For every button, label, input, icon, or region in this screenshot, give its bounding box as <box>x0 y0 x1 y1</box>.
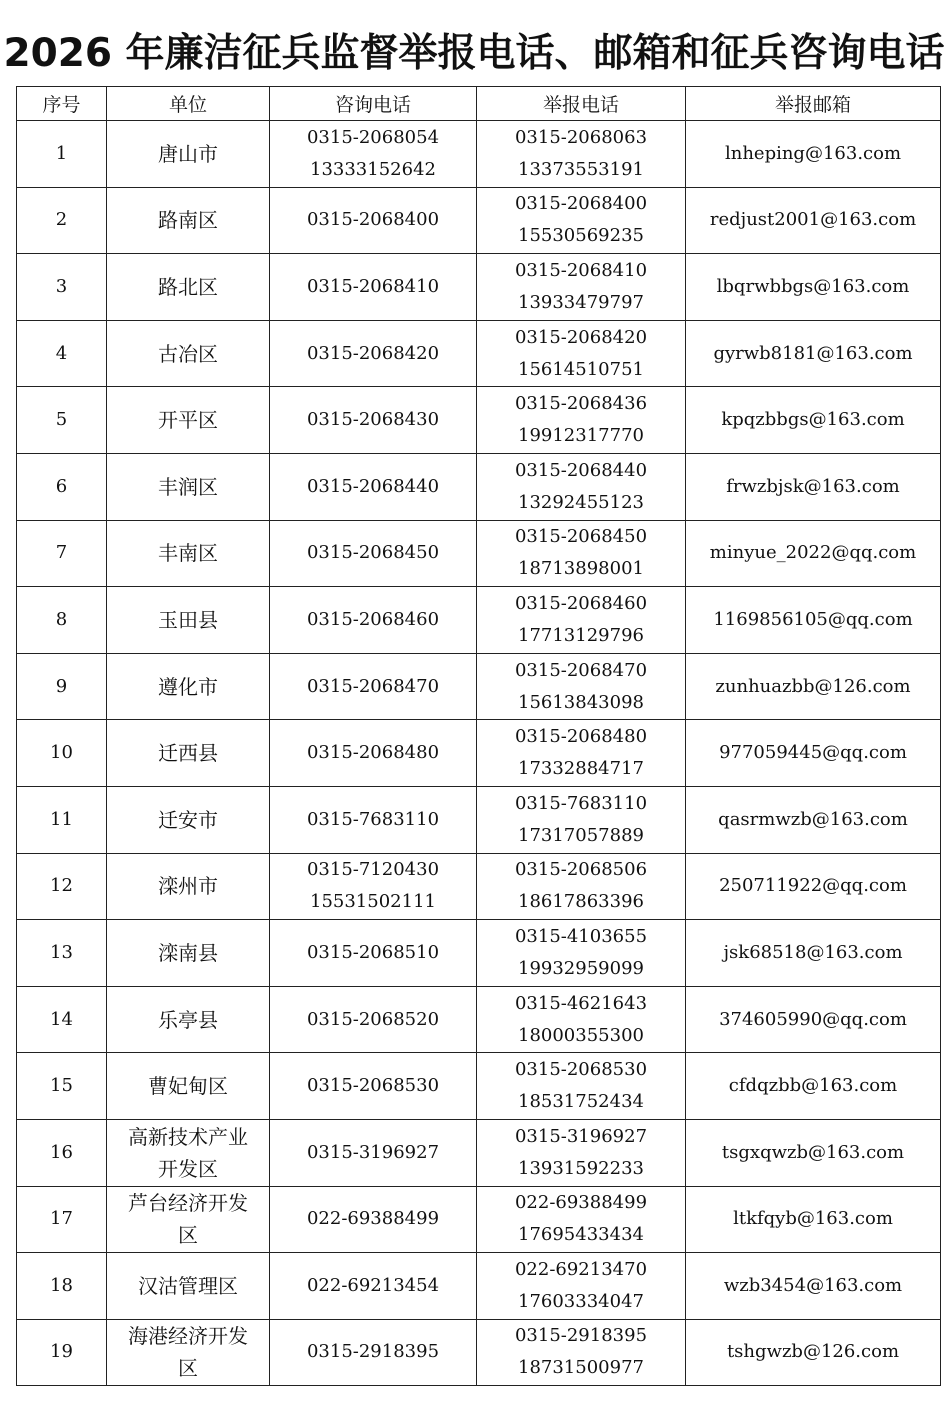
consult-phone-number: 0315-2068470 <box>306 675 440 697</box>
row-consult-phone <box>270 920 477 987</box>
row-index: 8 <box>17 587 107 654</box>
row-consult-phone <box>270 453 477 520</box>
row-report-phone <box>477 720 686 787</box>
row-index: 7 <box>17 520 107 587</box>
row-consult-phone <box>270 254 477 321</box>
report-phone-number: 13373553191 <box>518 158 644 180</box>
unit-name-line: 芦台经济开发 <box>128 1191 248 1216</box>
row-unit <box>107 1253 270 1320</box>
row-consult-phone <box>270 387 477 454</box>
row-index: 6 <box>17 453 107 520</box>
row-index: 11 <box>17 786 107 853</box>
unit-name-line: 玉田县 <box>158 607 218 632</box>
row-index: 10 <box>17 720 107 787</box>
consult-phone-number: 0315-2068460 <box>306 608 440 630</box>
unit-name-line: 区 <box>178 1356 198 1381</box>
row-unit <box>107 720 270 787</box>
row-report-email: minyue_2022@qq.com <box>686 520 941 587</box>
unit-name-line: 遵化市 <box>158 674 218 699</box>
row-report-phone <box>477 1186 686 1253</box>
consult-phone-number: 13333152642 <box>310 158 436 180</box>
table-row <box>17 653 941 720</box>
unit-name-line: 路南区 <box>158 208 218 233</box>
row-unit <box>107 853 270 920</box>
row-consult-phone <box>270 187 477 254</box>
unit-name-line: 区 <box>178 1223 198 1248</box>
header-index: 序号 <box>17 87 107 121</box>
row-index: 1 <box>17 121 107 188</box>
unit-name-line: 丰润区 <box>158 474 218 499</box>
row-index: 5 <box>17 387 107 454</box>
row-consult-phone <box>270 1319 477 1386</box>
table-body <box>17 121 941 1386</box>
row-report-email: ltkfqyb@163.com <box>686 1186 941 1253</box>
row-unit <box>107 121 270 188</box>
row-report-email: wzb3454@163.com <box>686 1253 941 1320</box>
row-report-email: lbqrwbbgs@163.com <box>686 254 941 321</box>
report-phone-number: 0315-2068506 <box>514 859 648 881</box>
row-consult-phone <box>270 587 477 654</box>
consult-phone-number: 0315-2068450 <box>306 542 440 564</box>
row-report-phone <box>477 320 686 387</box>
row-unit <box>107 254 270 321</box>
row-index: 16 <box>17 1119 107 1186</box>
table-row <box>17 1119 941 1186</box>
unit-name-line: 滦州市 <box>158 874 218 899</box>
row-index: 4 <box>17 320 107 387</box>
row-consult-phone <box>270 1053 477 1120</box>
consult-phone-number: 022-69213454 <box>306 1274 440 1296</box>
header-report-phone: 举报电话 <box>477 87 686 121</box>
report-phone-number: 15614510751 <box>518 358 644 380</box>
report-phone-number: 0315-2068063 <box>514 126 648 148</box>
row-index: 13 <box>17 920 107 987</box>
report-phone-number: 17332884717 <box>518 758 644 780</box>
table-row <box>17 920 941 987</box>
report-phone-number: 0315-2068530 <box>514 1059 648 1081</box>
consult-phone-number: 022-69388499 <box>306 1208 440 1230</box>
table-row <box>17 254 941 321</box>
consult-phone-number: 0315-7683110 <box>306 808 440 830</box>
row-consult-phone <box>270 1186 477 1253</box>
row-report-email: 374605990@qq.com <box>686 986 941 1053</box>
row-report-email: qasrmwzb@163.com <box>686 786 941 853</box>
unit-name-line: 迁西县 <box>158 741 218 766</box>
report-phone-number: 0315-2068480 <box>514 726 648 748</box>
row-consult-phone <box>270 1119 477 1186</box>
unit-name-line: 曹妃甸区 <box>148 1074 228 1099</box>
report-phone-number: 0315-2068420 <box>514 326 648 348</box>
row-report-email: tshgwzb@126.com <box>686 1319 941 1386</box>
row-unit <box>107 187 270 254</box>
row-report-email: 977059445@qq.com <box>686 720 941 787</box>
consult-phone-number: 0315-2068480 <box>306 742 440 764</box>
row-unit <box>107 520 270 587</box>
row-report-phone <box>477 1119 686 1186</box>
report-phone-number: 0315-2068410 <box>514 259 648 281</box>
unit-name-line: 丰南区 <box>158 541 218 566</box>
row-consult-phone <box>270 720 477 787</box>
report-phone-number: 022-69213470 <box>514 1258 648 1280</box>
row-unit <box>107 653 270 720</box>
consult-phone-number: 0315-3196927 <box>306 1141 440 1163</box>
report-phone-number: 0315-2068450 <box>514 526 648 548</box>
unit-name-line: 乐亭县 <box>158 1007 218 1032</box>
row-report-email: 1169856105@qq.com <box>686 587 941 654</box>
consult-phone-number: 0315-2918395 <box>306 1341 440 1363</box>
row-report-phone <box>477 986 686 1053</box>
consult-phone-number: 0315-7120430 <box>306 859 440 881</box>
table-row <box>17 320 941 387</box>
consult-phone-number: 0315-2068510 <box>306 941 440 963</box>
row-report-phone <box>477 786 686 853</box>
row-report-phone <box>477 1253 686 1320</box>
table-row <box>17 853 941 920</box>
report-phone-number: 18617863396 <box>518 891 644 913</box>
page-title: 2026 年廉洁征兵监督举报电话、邮箱和征兵咨询电话 <box>3 31 945 76</box>
report-phone-number: 18000355300 <box>518 1024 644 1046</box>
row-report-email: lnheping@163.com <box>686 121 941 188</box>
report-phone-number: 17317057889 <box>518 824 644 846</box>
unit-name-line: 迁安市 <box>158 807 218 832</box>
header-report-email: 举报邮箱 <box>686 87 941 121</box>
row-consult-phone <box>270 986 477 1053</box>
unit-name-line: 开发区 <box>158 1156 218 1181</box>
unit-name-line: 路北区 <box>158 274 218 299</box>
report-phone-number: 17695433434 <box>518 1224 644 1246</box>
unit-name-line: 古冶区 <box>158 341 218 366</box>
row-consult-phone <box>270 121 477 188</box>
row-unit <box>107 1319 270 1386</box>
contact-table <box>16 86 941 1386</box>
consult-phone-number: 0315-2068530 <box>306 1075 440 1097</box>
table-row <box>17 720 941 787</box>
report-phone-number: 0315-2068460 <box>514 592 648 614</box>
report-phone-number: 0315-3196927 <box>514 1125 648 1147</box>
table-row <box>17 986 941 1053</box>
table-row <box>17 453 941 520</box>
report-phone-number: 18731500977 <box>518 1357 644 1379</box>
row-report-email: gyrwb8181@163.com <box>686 320 941 387</box>
table-row <box>17 1053 941 1120</box>
report-phone-number: 19912317770 <box>518 425 644 447</box>
table-row <box>17 1319 941 1386</box>
row-consult-phone <box>270 320 477 387</box>
row-unit <box>107 320 270 387</box>
consult-phone-number: 0315-2068420 <box>306 342 440 364</box>
report-phone-number: 13931592233 <box>518 1157 644 1179</box>
consult-phone-number: 15531502111 <box>310 891 436 913</box>
table-row <box>17 1186 941 1253</box>
row-unit <box>107 1119 270 1186</box>
row-report-email: tsgxqwzb@163.com <box>686 1119 941 1186</box>
row-report-phone <box>477 653 686 720</box>
row-index: 15 <box>17 1053 107 1120</box>
row-index: 3 <box>17 254 107 321</box>
unit-name-line: 唐山市 <box>158 141 218 166</box>
row-unit <box>107 387 270 454</box>
row-unit <box>107 1186 270 1253</box>
row-unit <box>107 786 270 853</box>
report-phone-number: 0315-2068400 <box>514 193 648 215</box>
row-report-email: kpqzbbgs@163.com <box>686 387 941 454</box>
row-consult-phone <box>270 653 477 720</box>
row-index: 17 <box>17 1186 107 1253</box>
row-report-phone <box>477 453 686 520</box>
row-unit <box>107 920 270 987</box>
report-phone-number: 13292455123 <box>518 491 644 513</box>
report-phone-number: 022-69388499 <box>514 1192 648 1214</box>
table-row <box>17 520 941 587</box>
report-phone-number: 0315-4103655 <box>514 925 648 947</box>
report-phone-number: 0315-2068440 <box>514 459 648 481</box>
report-phone-number: 13933479797 <box>518 291 644 313</box>
unit-name-line: 滦南县 <box>158 940 218 965</box>
row-report-phone <box>477 853 686 920</box>
row-consult-phone <box>270 520 477 587</box>
row-unit <box>107 1053 270 1120</box>
report-phone-number: 18531752434 <box>518 1091 644 1113</box>
row-report-email: jsk68518@163.com <box>686 920 941 987</box>
row-unit <box>107 587 270 654</box>
row-index: 2 <box>17 187 107 254</box>
report-phone-number: 17603334047 <box>518 1290 644 1312</box>
row-report-phone <box>477 1319 686 1386</box>
report-phone-number: 15613843098 <box>518 691 644 713</box>
report-phone-number: 0315-4621643 <box>514 992 648 1014</box>
table-row <box>17 121 941 188</box>
row-report-email: zunhuazbb@126.com <box>686 653 941 720</box>
row-report-email: redjust2001@163.com <box>686 187 941 254</box>
report-phone-number: 0315-7683110 <box>514 792 648 814</box>
row-report-email: frwzbjsk@163.com <box>686 453 941 520</box>
table-header-row <box>17 87 941 121</box>
report-phone-number: 0315-2918395 <box>514 1325 648 1347</box>
report-phone-number: 0315-2068470 <box>514 659 648 681</box>
table-row <box>17 786 941 853</box>
consult-phone-number: 0315-2068400 <box>306 209 440 231</box>
unit-name-line: 汉沽管理区 <box>138 1273 238 1298</box>
row-index: 12 <box>17 853 107 920</box>
consult-phone-number: 0315-2068410 <box>306 275 440 297</box>
row-report-phone <box>477 920 686 987</box>
row-index: 14 <box>17 986 107 1053</box>
unit-name-line: 高新技术产业 <box>128 1124 248 1149</box>
consult-phone-number: 0315-2068054 <box>306 126 440 148</box>
table-row <box>17 587 941 654</box>
report-phone-number: 19932959099 <box>518 957 644 979</box>
report-phone-number: 0315-2068436 <box>514 393 648 415</box>
row-consult-phone <box>270 786 477 853</box>
table-row <box>17 187 941 254</box>
row-report-phone <box>477 254 686 321</box>
row-index: 18 <box>17 1253 107 1320</box>
row-report-email: cfdqzbb@163.com <box>686 1053 941 1120</box>
row-report-phone <box>477 187 686 254</box>
row-unit <box>107 986 270 1053</box>
row-report-phone <box>477 387 686 454</box>
row-report-phone <box>477 121 686 188</box>
unit-name-line: 开平区 <box>158 408 218 433</box>
row-report-phone <box>477 587 686 654</box>
row-consult-phone <box>270 853 477 920</box>
consult-phone-number: 0315-2068440 <box>306 475 440 497</box>
header-consult-phone: 咨询电话 <box>270 87 477 121</box>
row-index: 9 <box>17 653 107 720</box>
row-index: 19 <box>17 1319 107 1386</box>
table-row <box>17 387 941 454</box>
row-report-phone <box>477 520 686 587</box>
row-consult-phone <box>270 1253 477 1320</box>
consult-phone-number: 0315-2068520 <box>306 1008 440 1030</box>
unit-name-line: 海港经济开发 <box>128 1324 248 1349</box>
report-phone-number: 15530569235 <box>518 225 644 247</box>
header-unit: 单位 <box>107 87 270 121</box>
row-report-email: 250711922@qq.com <box>686 853 941 920</box>
table-row <box>17 1253 941 1320</box>
consult-phone-number: 0315-2068430 <box>306 409 440 431</box>
report-phone-number: 18713898001 <box>518 558 644 580</box>
report-phone-number: 17713129796 <box>518 624 644 646</box>
row-unit <box>107 453 270 520</box>
row-report-phone <box>477 1053 686 1120</box>
